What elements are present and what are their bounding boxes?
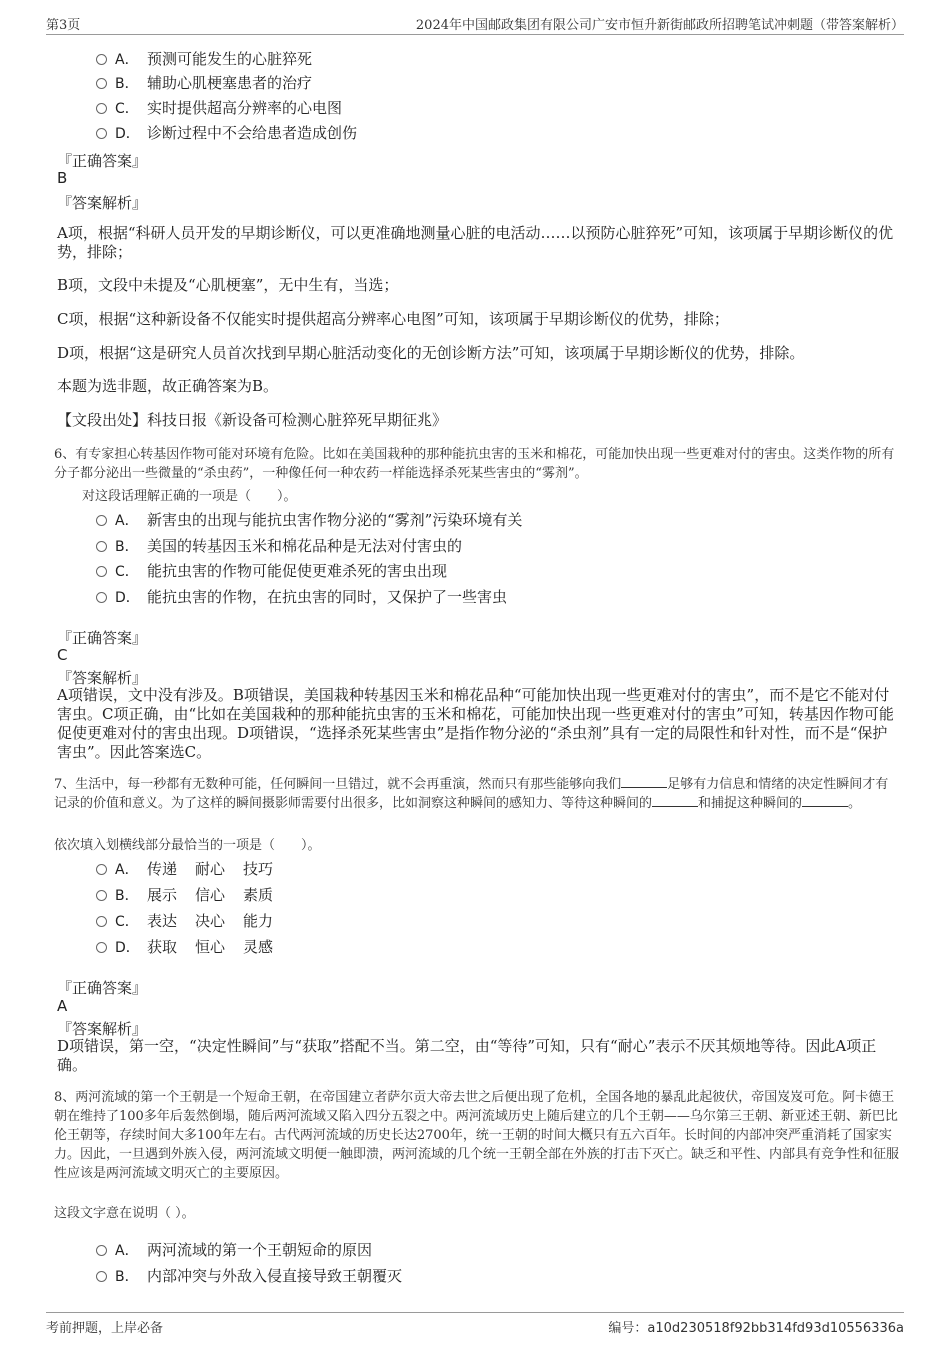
q5-analysis-a: A项，根据“科研人员开发的早期诊断仪，可以更准确地测量心脏的电活动……以预防心脏猝死”可知，该项属于早期诊断仪的优势，排除； <box>57 224 894 261</box>
q7-prompt: 依次填入划横线部分最恰当的一项是（ ）。 <box>54 838 321 853</box>
q8-option-a[interactable]: A． 两河流域的第一个王朝短命的原因 <box>96 1239 372 1260</box>
page-header <box>46 14 904 35</box>
radio-icon[interactable] <box>96 916 107 927</box>
q7-option-b[interactable]: B． 展示 信心 素质 <box>96 884 273 905</box>
page-footer <box>46 1312 904 1335</box>
radio-icon[interactable] <box>96 592 107 603</box>
q8-prompt: 这段文字意在说明（ ）。 <box>54 1206 195 1221</box>
radio-icon[interactable] <box>96 890 107 901</box>
q5-analysis-d: D项，根据“这是研究人员首次找到早期心脏活动变化的无创诊断方法”可知，该项属于早期诊断仪的优势，排除。 <box>57 344 805 362</box>
radio-icon[interactable] <box>96 78 107 89</box>
radio-icon[interactable] <box>96 54 107 65</box>
q5-analysis-label: 『答案解析』 <box>57 194 148 212</box>
q6-answer-label: 『正确答案』 <box>57 629 148 647</box>
q6-analysis: A项错误，文中没有涉及。B项错误，美国栽种转基因玉米和棉花品种“可能加快出现一些更难对付的害虫”，而不是它不能对付害虫。C项正确，由“比如在美国栽种的那种能抗虫害的玉米和棉花，可能加快出现一些更难对付的害虫”可知，转基因作物可能促使更难对付的害虫出现。D项错误，“选择杀死某些害虫”是指作物分泌的“杀虫剂”具有一定的局限性和针对性，而不是“保护害虫”。因此答案选C。 <box>57 686 894 761</box>
q7-option-a[interactable]: A． 传递 耐心 技巧 <box>96 858 273 879</box>
radio-icon[interactable] <box>96 1245 107 1256</box>
q7-option-d[interactable]: D． 获取 恒心 灵感 <box>96 936 273 957</box>
q5-conclusion: 本题为选非题，故正确答案为B。 <box>57 377 279 395</box>
footer-slogan: 考前押题，上岸必备 <box>46 1321 164 1336</box>
q5-source: 【文段出处】科技日报《新设备可检测心脏猝死早期征兆》 <box>57 411 448 429</box>
page-number: 第3页 <box>46 18 81 33</box>
radio-icon[interactable] <box>96 515 107 526</box>
q7-answer-label: 『正确答案』 <box>57 979 148 997</box>
fill-blank <box>621 775 667 788</box>
q7-option-c[interactable]: C． 表达 决心 能力 <box>96 910 273 931</box>
radio-icon[interactable] <box>96 128 107 139</box>
q6-option-d[interactable]: D． 能抗虫害的作物，在抗虫害的同时，又保护了一些害虫 <box>96 586 507 607</box>
q8-stem: 8、两河流域的第一个王朝是一个短命王朝，在帝国建立者萨尔贡大帝去世之后便出现了危机，全国各地的暴乱此起彼伏，帝国岌岌可危。阿卡德王朝在维持了100多年后轰然倒塌，随后两河流域又陷入四分五裂之中。两河流域历史上随后建立的几个王朝——乌尔第三王朝、新亚述王朝、新巴比伦王朝等，存续时间大多100年左右。古代两河流域的历史长达2700年，统一王朝的时间大概只有五六百年。长时间的内部冲突严重消耗了国家实力。因此，一旦遇到外族入侵，两河流域文明便一触即溃，两河流域的几个统一王朝全部在外族的打击下灭亡。缺乏和平性、内部具有竞争性和征服性应该是两河流域文明灭亡的主要原因。 <box>54 1090 900 1181</box>
q5-option-c[interactable]: C． 实时提供超高分辨率的心电图 <box>96 97 342 118</box>
fill-blank <box>802 794 848 807</box>
q7-answer: A <box>57 997 68 1015</box>
document-title: 2024年中国邮政集团有限公司广安市恒升新街邮政所招聘笔试冲刺题（带答案解析） <box>415 18 904 33</box>
q6-answer: C <box>57 646 68 664</box>
q5-analysis-b: B项，文段中未提及“心肌梗塞”，无中生有，当选； <box>57 276 399 294</box>
q5-option-d[interactable]: D． 诊断过程中不会给患者造成创伤 <box>96 122 357 143</box>
q5-answer: B <box>57 169 68 187</box>
q7-stem: 7、生活中，每一秒都有无数种可能，任何瞬间一旦错过，就不会再重演，然而只有那些能够向我们 足够有力信息和情绪的决定性瞬间才有记录的价值和意义。为了这样的瞬间摄影师需要付出很多，比如洞察这种瞬间的感知力、等待这种瞬间的 和捕捉这种瞬间的 。 <box>54 777 889 811</box>
radio-icon[interactable] <box>96 566 107 577</box>
q7-analysis: D项错误，第一空，“决定性瞬间”与“获取”搭配不当。第二空，由“等待”可知，只有“耐心”表示不厌其烦地等待。因此A项正确。 <box>57 1037 877 1074</box>
q6-option-c[interactable]: C． 能抗虫害的作物可能促使更难杀死的害虫出现 <box>96 560 447 581</box>
q6-analysis-label: 『答案解析』 <box>57 669 148 687</box>
q5-answer-label: 『正确答案』 <box>57 152 148 170</box>
radio-icon[interactable] <box>96 864 107 875</box>
document-code: 编号：a10d230518f92bb314fd93d10556336a <box>608 1321 904 1336</box>
q8-option-b[interactable]: B． 内部冲突与外敌入侵直接导致王朝覆灭 <box>96 1265 402 1286</box>
fill-blank <box>652 794 698 807</box>
q6-option-a[interactable]: A． 新害虫的出现与能抗虫害作物分泌的“雾剂”污染环境有关 <box>96 509 522 530</box>
q6-prompt: 对这段话理解正确的一项是（ ）。 <box>82 489 297 504</box>
radio-icon[interactable] <box>96 942 107 953</box>
q5-option-b[interactable]: B． 辅助心肌梗塞患者的治疗 <box>96 72 312 93</box>
q5-option-a[interactable]: A． 预测可能发生的心脏猝死 <box>96 48 312 69</box>
radio-icon[interactable] <box>96 103 107 114</box>
q5-analysis-c: C项，根据“这种新设备不仅能实时提供超高分辨率心电图”可知，该项属于早期诊断仪的优势，排除； <box>57 310 729 328</box>
q7-analysis-label: 『答案解析』 <box>57 1020 148 1038</box>
radio-icon[interactable] <box>96 541 107 552</box>
radio-icon[interactable] <box>96 1271 107 1282</box>
q6-option-b[interactable]: B． 美国的转基因玉米和棉花品种是无法对付害虫的 <box>96 535 462 556</box>
q6-stem: 6、有专家担心转基因作物可能对环境有危险。比如在美国栽种的那种能抗虫害的玉米和棉花，可能加快出现一些更难对付的害虫。这类作物的所有分子都分泌出一些微量的“杀虫药”，一种像任何一种农药一样能选择杀死某些害虫的“雾剂”。 <box>54 447 895 481</box>
